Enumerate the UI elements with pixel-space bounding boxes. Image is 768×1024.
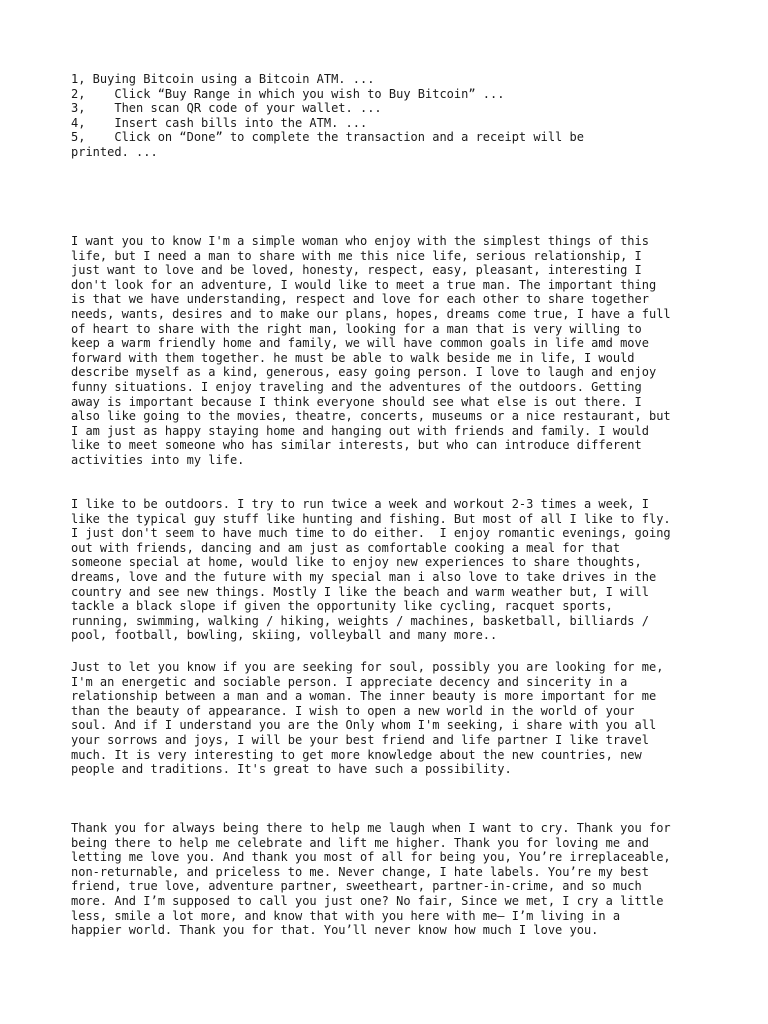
- paragraph-line: being there to help me celebrate and lift me higher. Thank you for loving me and: [71, 835, 649, 850]
- paragraph-line: describe myself as a kind, generous, easy going person. I love to laugh and enjoy: [71, 365, 657, 380]
- paragraph-line: I like to be outdoors. I try to run twice a week and workout 2-3 times a week, I: [71, 497, 649, 511]
- paragraph-line: also like going to the movies, theatre, concerts, museums or a nice restaurant, but: [71, 409, 671, 424]
- paragraph-line: don't look for an adventure, I would like to meet a true man. The important thing: [71, 277, 657, 292]
- step-line: 5, Click on “Done” to complete the transaction and a receipt will be: [71, 130, 584, 145]
- paragraph-line: funny situations. I enjoy traveling and the adventures of the outdoors. Getting: [71, 379, 642, 394]
- paragraph-line: much. It is very interesting to get more knowledge about the new countries, new: [71, 747, 642, 762]
- paragraph-line: like the typical guy stuff like hunting and fishing. But most of all I like to fly.: [71, 511, 671, 526]
- paragraph-line: soul. And if I understand you are the Only whom I'm seeking, i share with you all: [71, 718, 657, 733]
- paragraph-line: happier world. Thank you for that. You’ll never know how much I love you.: [71, 923, 599, 938]
- paragraph-line: country and see new things. Mostly I like the beach and warm weather but, I will: [71, 584, 649, 599]
- paragraph-thank-you: [71, 821, 731, 938]
- paragraph-line: someone special at home, would like to enjoy new experiences to share thoughts,: [71, 555, 642, 570]
- paragraph-line: friend, true love, adventure partner, sweetheart, partner-in-crime, and so much: [71, 879, 642, 894]
- paragraph-line: Thank you for always being there to help me laugh when I want to cry. Thank you for: [71, 821, 671, 835]
- paragraph-outdoors: [71, 497, 731, 643]
- step-line: 1, Buying Bitcoin using a Bitcoin ATM. ...: [71, 72, 375, 86]
- bitcoin-steps-list: [71, 72, 731, 160]
- paragraph-line: of heart to share with the right man, looking for a man that is very willing to: [71, 321, 642, 336]
- step-line: 4, Insert cash bills into the ATM. ...: [71, 115, 368, 130]
- paragraph-line: life, but I need a man to share with me this nice life, serious relationship, I: [71, 248, 642, 263]
- paragraph-line: your sorrows and joys, I will be your best friend and life partner I like travel: [71, 732, 649, 747]
- paragraph-line: just want to love and be loved, honesty, respect, easy, pleasant, interesting I: [71, 263, 642, 278]
- paragraph-line: needs, wants, desires and to make our plans, hopes, dreams come true, I have a full: [71, 306, 671, 321]
- paragraph-line: I am just as happy staying home and hanging out with friends and family. I would: [71, 423, 649, 438]
- paragraph-line: away is important because I think everyone should see what else is out there. I: [71, 394, 642, 409]
- paragraph-seeking-soul: [71, 660, 731, 777]
- paragraph-line: running, swimming, walking / hiking, weights / machines, basketball, billiards /: [71, 613, 649, 628]
- paragraph-line: activities into my life.: [71, 452, 245, 467]
- paragraph-line: letting me love you. And thank you most of all for being you, You’re irreplaceable,: [71, 850, 671, 865]
- paragraph-line: people and traditions. It's great to have such a possibility.: [71, 762, 512, 777]
- paragraph-line: tackle a black slope if given the opportunity like cycling, racquet sports,: [71, 599, 613, 614]
- paragraph-line: than the beauty of appearance. I wish to open a new world in the world of your: [71, 703, 635, 718]
- paragraph-line: Just to let you know if you are seeking for soul, possibly you are looking for me,: [71, 660, 664, 674]
- paragraph-line: non-returnable, and priceless to me. Never change, I hate labels. You’re my best: [71, 864, 649, 879]
- paragraph-line: like to meet someone who has similar interests, but who can introduce different: [71, 438, 642, 453]
- paragraph-line: I'm an energetic and sociable person. I appreciate decency and sincerity in a: [71, 674, 628, 689]
- step-line: printed. ...: [71, 144, 158, 159]
- step-line: 3, Then scan QR code of your wallet. ...: [71, 101, 382, 116]
- step-line: 2, Click “Buy Range in which you wish to Buy Bitcoin” ...: [71, 86, 505, 101]
- paragraph-line: out with friends, dancing and am just as comfortable cooking a meal for that: [71, 540, 621, 555]
- paragraph-line: I want you to know I'm a simple woman who enjoy with the simplest things of this: [71, 234, 649, 248]
- paragraph-line: pool, football, bowling, skiing, volleyball and many more..: [71, 628, 498, 643]
- paragraph-line: more. And I’m supposed to call you just one? No fair, Since we met, I cry a little: [71, 893, 664, 908]
- paragraph-line: relationship between a man and a woman. The inner beauty is more important for me: [71, 689, 657, 704]
- paragraph-line: keep a warm friendly home and family, we will have common goals in life amd move: [71, 336, 649, 351]
- paragraph-line: forward with them together. he must be able to walk beside me in life, I would: [71, 350, 635, 365]
- paragraph-line: less, smile a lot more, and know that with you here with me– I’m living in a: [71, 908, 621, 923]
- paragraph-line: dreams, love and the future with my special man i also love to take drives in the: [71, 569, 657, 584]
- paragraph-line: I just don't seem to have much time to do either. I enjoy romantic evenings, going: [71, 526, 671, 541]
- paragraph-simple-woman: [71, 234, 731, 468]
- paragraph-line: is that we have understanding, respect and love for each other to share together: [71, 292, 649, 307]
